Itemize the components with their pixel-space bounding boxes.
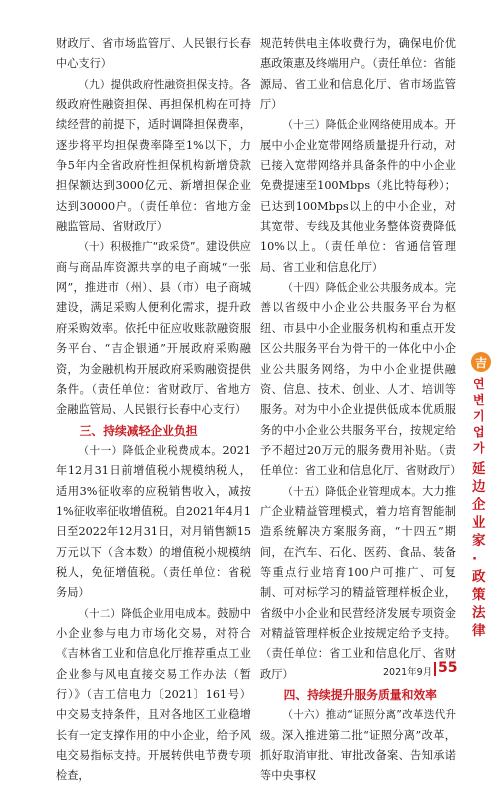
paragraph-body: 大力推广企业精益管理模式，着力培育智能制造系统解决方案服务商，“十四五”期间，在汽车、石化、医药、食品、装备等重点行业培育100户可推广、可复制、可对标学习的精益管理样板企业，省级中小企业和民营经济发展专项资金对精益管理样板企业按规定给予支持。（责任单位：省工业和信息化厅、省财政厅） (260, 484, 456, 681)
side-title-chinese: 延边企业家·政策法律 (472, 461, 486, 639)
paragraph-heading: （十六）推动“证照分离”改革迭代升级。 (260, 709, 456, 742)
paragraph-body: 建设供应商与商品库资源共享的电子商城“一张网”，推进市（州）、县（市）电子商城建设，满足采购人便利化需求，提升政府采购效率。依托中征应收账款融资服务平台、“吉企银通”开展政府采购融资，为金融机构开展政府采购融资提供条件。（责任单位：省财政厅、省地方金融监管局、人民银行长春中心支行） (56, 240, 251, 417)
footer-divider (434, 662, 436, 676)
paragraph-heading: （十二）降低企业用电成本。 (78, 607, 218, 620)
side-tab (467, 352, 496, 674)
left-column (56, 34, 251, 787)
paragraph (260, 115, 456, 278)
paragraph-heading: （十）积极推广“政采贷”。 (78, 241, 207, 254)
paragraph-heading: （九）提供政府性融资担保支持。 (78, 78, 240, 91)
paragraph-heading: （十五）降低企业管理成本。 (282, 485, 423, 498)
side-title-korean: 연변기업가 (473, 377, 485, 455)
paragraph-heading: （十三）降低企业网络使用成本。 (282, 119, 445, 132)
paragraph-body: 深入推进第二批“证照分离”改革，抓好取消审批、审批改备案、告知承诺等中央事权 (260, 728, 456, 783)
section-title: 三、持续减轻企业负担 (79, 423, 198, 438)
paragraph (260, 482, 456, 685)
paragraph-body: 完善以省级中小企业公共服务平台为枢纽、市县中小企业服务机构和重点开发区公共服务平台为骨干的一体化中小企业公共服务网络，为中小企业提供融资、信息、技术、创业、人才、培训等服务。对为中小企业提供低成本优质服务的中小企业公共服务平台，按规定给予不超过20万元的服务费用补贴。（责任单位：省工业和信息化厅、省财政厅） (260, 281, 462, 478)
paragraph-heading: （十四）降低企业公共服务成本。 (282, 282, 445, 295)
paragraph: 规范转供电主体收费行为，确保电价优惠政策惠及终端用户。（责任单位：省能源局、省工业和信息化厅、省市场监管厅） (260, 37, 456, 112)
paragraph (56, 237, 251, 420)
page-number: 55 (438, 660, 458, 676)
paragraph-heading: （十一）降低企业税费成本。 (78, 444, 223, 457)
paragraph: 财政厅、省市场监管厅、人民银行长春中心支行） (56, 37, 251, 71)
issue-date: 2021年9月 (383, 667, 433, 678)
paragraph-body: 开展中小企业宽带网络质量提升行动，对已接入宽带网络并具备条件的中小企业免费提速至100Mbps（兆比特每秒）；已达到100Mbps以上的中小企业，对其宽带、专线及其他业务整体资费降低10%以上。（责任单位：省通信管理局、省工业和信息化厅） (260, 118, 456, 274)
paragraph-body: 各级政府性融资担保、再担保机构在可持续经营的前提下，适时调降担保费率，逐步将平均担保费率降至1%以下，力争5年内全省政府性担保机构新增贷款担保额达到3000亿元、新增担保企业达到30000户。（责任单位：省地方金融监管局、省财政厅） (56, 77, 251, 234)
paragraph (260, 705, 456, 786)
paragraph (56, 441, 251, 604)
paragraph-body: 鼓励中小企业参与电力市场化交易，对符合《吉林省工业和信息化厅推荐重点工业企业参与风电直接交易工作办法（暂行）》（吉工信电力〔2021〕161号）中交易支持条件，且对各地区工业稳增长有一定支撑作用的中小企业，给予风电交易指标支持。开展转供电节费专项检查， (56, 606, 251, 783)
paragraph (56, 75, 251, 238)
magazine-logo-icon: 吉 (471, 352, 491, 372)
section-title: 四、持续提升服务质量和效率 (283, 688, 437, 702)
paragraph-body: 2021年12月31日前增值税小规模纳税人，适用3%征收率的应税销售收入，减按1%征收率征收增值税。自2021年4月1日至2022年12月31日，对月销售额15万元以下（含本数）的增值税小规模纳税人，免征增值税。（责任单位：省税务局） (56, 443, 251, 600)
paragraph (56, 604, 251, 787)
paragraph (260, 278, 462, 481)
